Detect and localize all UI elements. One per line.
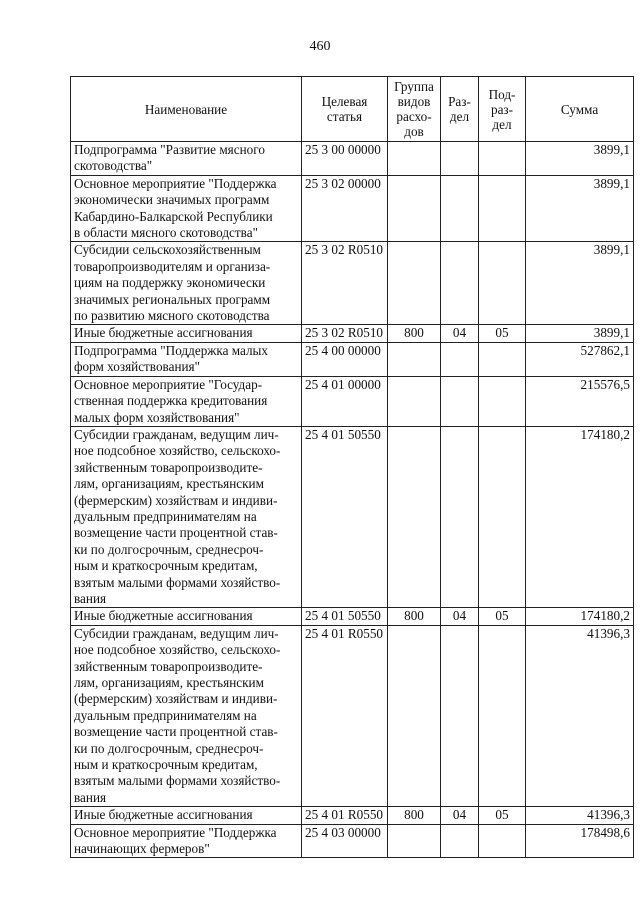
row-name: Основное мероприятие "Поддержка экономически значимых программ Кабардино-Балкарской Республики в области мясного скотоводства"	[71, 175, 302, 242]
header-section: Раз- дел	[441, 77, 479, 142]
row-section	[441, 142, 479, 176]
row-name: Иные бюджетные ассигнования	[71, 608, 302, 625]
row-code: 25 4 01 R0550	[302, 625, 388, 806]
row-amount: 527862,1	[526, 342, 634, 376]
row-amount: 178498,6	[526, 824, 634, 858]
table-header-row	[71, 77, 634, 142]
row-amount: 3899,1	[526, 142, 634, 176]
row-group	[388, 426, 441, 607]
row-group: 800	[388, 608, 441, 625]
table-row	[71, 608, 634, 625]
table-row	[71, 807, 634, 824]
row-group	[388, 824, 441, 858]
row-subsection	[479, 824, 526, 858]
row-section: 04	[441, 608, 479, 625]
row-subsection	[479, 625, 526, 806]
row-code: 25 4 03 00000	[302, 824, 388, 858]
row-name: Подпрограмма "Развитие мясного скотоводства"	[71, 142, 302, 176]
row-section: 04	[441, 807, 479, 824]
row-group: 800	[388, 807, 441, 824]
row-amount: 3899,1	[526, 325, 634, 342]
row-name: Иные бюджетные ассигнования	[71, 807, 302, 824]
row-subsection: 05	[479, 608, 526, 625]
row-section	[441, 242, 479, 325]
row-group	[388, 142, 441, 176]
row-amount: 3899,1	[526, 242, 634, 325]
row-name: Подпрограмма "Поддержка малых форм хозяйствования"	[71, 342, 302, 376]
row-section	[441, 625, 479, 806]
header-group: Группа видов расхо- дов	[388, 77, 441, 142]
row-group	[388, 376, 441, 426]
row-amount: 3899,1	[526, 175, 634, 242]
row-name: Субсидии гражданам, ведущим лич- ное подсобное хозяйство, сельскохо- зяйственным товаропроизводите- лям, организациям, крестьянским (фермерским) хозяйствам и индиви- дуальным предпринимателям на возмещение части процентной став- ки по долгосрочным, среднесроч- ным и краткосрочным кредитам, взятым малыми формами хозяйство- вания	[71, 426, 302, 607]
row-group	[388, 242, 441, 325]
table-row	[71, 325, 634, 342]
row-code: 25 3 00 00000	[302, 142, 388, 176]
row-subsection	[479, 426, 526, 607]
table-row	[71, 625, 634, 806]
row-amount: 41396,3	[526, 807, 634, 824]
budget-table	[70, 76, 634, 858]
row-code: 25 4 01 50550	[302, 608, 388, 625]
row-subsection: 05	[479, 325, 526, 342]
table-row	[71, 142, 634, 176]
row-code: 25 3 02 00000	[302, 175, 388, 242]
table-row	[71, 824, 634, 858]
row-section	[441, 426, 479, 607]
row-subsection	[479, 376, 526, 426]
header-subsection: Под- раз- дел	[479, 77, 526, 142]
row-subsection	[479, 242, 526, 325]
table-row	[71, 242, 634, 325]
row-name: Иные бюджетные ассигнования	[71, 325, 302, 342]
page-number: 460	[309, 39, 331, 54]
row-group: 800	[388, 325, 441, 342]
row-group	[388, 175, 441, 242]
row-name: Основное мероприятие "Государ- ственная поддержка кредитования малых форм хозяйствования"	[71, 376, 302, 426]
row-amount: 41396,3	[526, 625, 634, 806]
row-name: Субсидии гражданам, ведущим лич- ное подсобное хозяйство, сельскохо- зяйственным товаропроизводите- лям, организациям, крестьянским (фермерским) хозяйствам и индиви- дуальным предпринимателям на возмещение части процентной став- ки по долгосрочным, среднесроч- ным и краткосрочным кредитам, взятым малыми формами хозяйство- вания	[71, 625, 302, 806]
header-code: Целевая статья	[302, 77, 388, 142]
row-subsection	[479, 142, 526, 176]
header-amount: Сумма	[526, 77, 634, 142]
table-row	[71, 175, 634, 242]
row-subsection: 05	[479, 807, 526, 824]
row-section: 04	[441, 325, 479, 342]
row-code: 25 3 02 R0510	[302, 325, 388, 342]
row-amount: 174180,2	[526, 426, 634, 607]
row-subsection	[479, 342, 526, 376]
row-section	[441, 342, 479, 376]
table-row	[71, 342, 634, 376]
row-section	[441, 175, 479, 242]
row-code: 25 4 00 00000	[302, 342, 388, 376]
row-section	[441, 824, 479, 858]
table-row	[71, 376, 634, 426]
row-group	[388, 342, 441, 376]
row-name: Субсидии сельскохозяйственным товаропроизводителям и организа- циям на поддержку экономически значимых региональных программ по развитию мясного скотоводства	[71, 242, 302, 325]
row-code: 25 4 01 50550	[302, 426, 388, 607]
row-code: 25 3 02 R0510	[302, 242, 388, 325]
row-group	[388, 625, 441, 806]
row-amount: 174180,2	[526, 608, 634, 625]
row-name: Основное мероприятие "Поддержка начинающих фермеров"	[71, 824, 302, 858]
header-name: Наименование	[71, 77, 302, 142]
row-code: 25 4 01 00000	[302, 376, 388, 426]
table-row	[71, 426, 634, 607]
row-code: 25 4 01 R0550	[302, 807, 388, 824]
row-subsection	[479, 175, 526, 242]
row-section	[441, 376, 479, 426]
row-amount: 215576,5	[526, 376, 634, 426]
